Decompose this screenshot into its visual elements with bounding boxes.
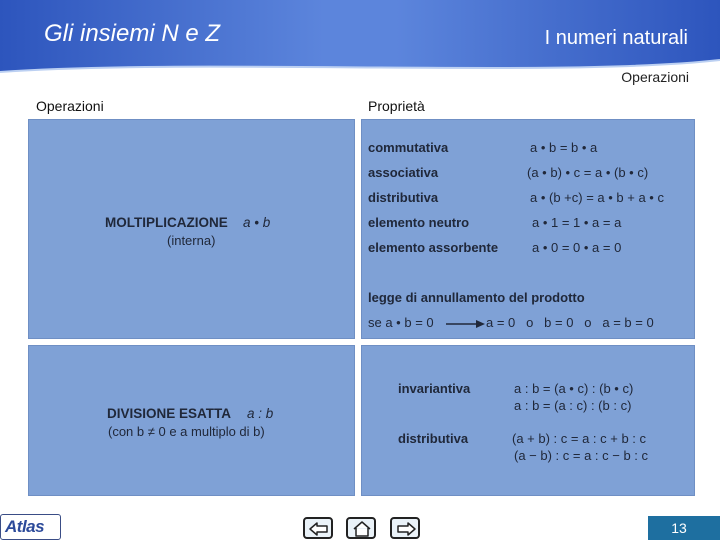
- property-name: distributiva: [398, 431, 469, 446]
- page-number: 13: [671, 520, 687, 536]
- atlas-logo: [0, 514, 61, 540]
- multiplication-panel: [28, 119, 355, 339]
- law-title: legge di annullamento del prodotto: [368, 290, 585, 305]
- division-properties-panel: [361, 345, 695, 496]
- home-button[interactable]: [346, 517, 376, 539]
- multiplication-name: MOLTIPLICAZIONE: [105, 215, 228, 230]
- right-arrow-icon: [446, 319, 486, 329]
- section-title: I numeri naturali: [544, 27, 688, 49]
- forward-button[interactable]: [390, 517, 420, 539]
- division-symbol: a : b: [247, 406, 274, 421]
- property-name: elemento assorbente: [368, 240, 499, 255]
- property-formula: (a • b) • c = a • (b • c): [527, 165, 649, 180]
- back-button[interactable]: [303, 517, 333, 539]
- division-note: (con b ≠ 0 e a multiplo di b): [108, 424, 265, 439]
- property-formula: a • (b +c) = a • b + a • c: [530, 190, 664, 205]
- property-formula: (a + b) : c = a : c + b : c: [512, 431, 647, 446]
- law-premise: se a • b = 0: [368, 315, 434, 330]
- multiplication-symbol: a • b: [243, 215, 271, 230]
- property-formula: a • b = b • a: [530, 140, 598, 155]
- column-heading-operations: Operazioni: [36, 98, 104, 114]
- home-icon: [351, 521, 373, 537]
- column-heading-properties: Proprietà: [368, 98, 425, 114]
- back-icon: [308, 521, 330, 537]
- slide-title: Gli insiemi N e Z: [44, 20, 221, 47]
- slide-header: [0, 0, 720, 74]
- property-name: invariantiva: [398, 381, 471, 396]
- property-name: associativa: [368, 165, 439, 180]
- property-formula: (a − b) : c = a : c − b : c: [514, 448, 649, 463]
- property-formula: a • 0 = 0 • a = 0: [532, 240, 622, 255]
- logo-text: Atlas: [5, 517, 45, 536]
- property-name: commutativa: [368, 140, 449, 155]
- multiplication-note: (interna): [167, 233, 216, 248]
- law-conclusion: a = 0 o b = 0 o a = b = 0: [486, 315, 654, 330]
- property-name: elemento neutro: [368, 215, 470, 230]
- property-formula: a • 1 = 1 • a = a: [532, 215, 622, 230]
- multiplication-properties-panel: [361, 119, 695, 339]
- division-name: DIVISIONE ESATTA: [107, 406, 232, 421]
- property-name: distributiva: [368, 190, 439, 205]
- forward-icon: [395, 521, 417, 537]
- property-formula: a : b = (a • c) : (b • c): [514, 381, 634, 396]
- property-formula: a : b = (a : c) : (b : c): [514, 398, 632, 413]
- page-number-box: [648, 516, 720, 540]
- division-panel: [28, 345, 355, 496]
- breadcrumb: Operazioni: [621, 69, 689, 85]
